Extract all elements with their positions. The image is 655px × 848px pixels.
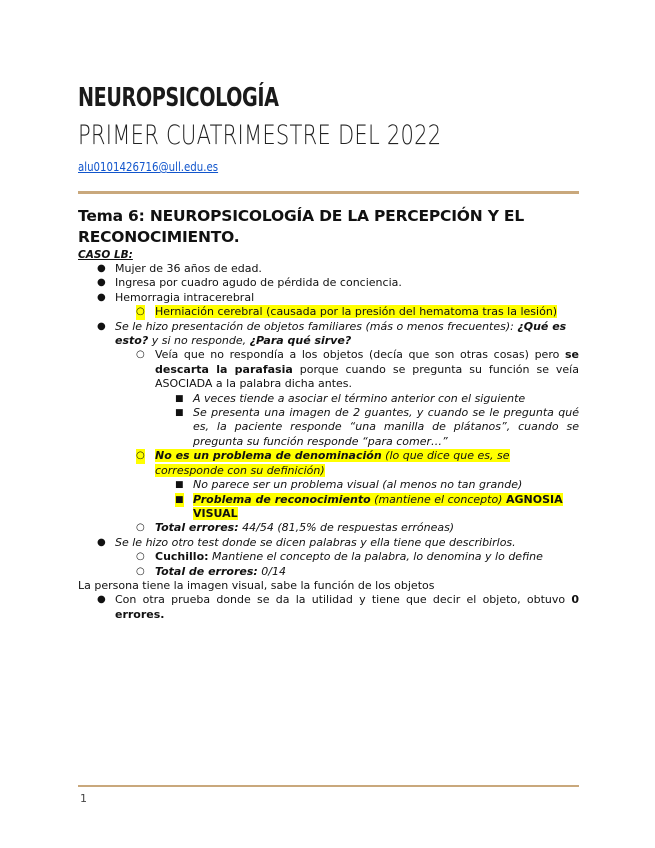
- case-label: CASO LB:: [78, 249, 133, 261]
- circle-bullet-icon: ○: [136, 565, 145, 577]
- list-item: ○ Veía que no respondía a los objetos (decía que son otras cosas) pero se descarta la parafasia porque cuando se pregunta su función se veía ASOCIADA a la palabra dicha antes.: [136, 348, 579, 391]
- circle-bullet-icon: ○: [136, 551, 145, 563]
- bullet-icon: ●: [97, 263, 106, 274]
- list-item: ○ Total de errores: 0/14: [136, 564, 286, 578]
- header-divider: [78, 191, 579, 194]
- email-link[interactable]: alu0101426716@ull.edu.es: [78, 160, 219, 174]
- circle-bullet-icon: ○: [136, 305, 145, 319]
- list-item: ■ Se presenta una imagen de 2 guantes, y cuando se le pregunta qué es, la paciente responde “una manilla de plátanos”, cuando se pregunta su función responde “para comer…”: [175, 406, 579, 448]
- list-item: ● Con otra prueba donde se da la utilidad y tiene que decir el objeto, obtuvo 0 errores.: [97, 593, 579, 621]
- list-item: ○ Total errores: 44/54 (81,5% de respuestas erróneas): [136, 521, 455, 535]
- list-item: ○ Cuchillo: Mantiene el concepto de la palabra, lo denomina y lo define: [136, 550, 543, 564]
- square-bullet-icon: ■: [175, 408, 184, 419]
- document-header: [78, 82, 583, 175]
- square-bullet-icon: ■: [175, 393, 184, 404]
- square-bullet-icon: ■: [175, 493, 184, 507]
- list-item: ■ No parece ser un problema visual (al menos no tan grande): [175, 478, 523, 492]
- square-bullet-icon: ■: [175, 480, 184, 491]
- bullet-icon: ●: [97, 594, 106, 606]
- circle-bullet-icon: ○: [136, 522, 145, 534]
- list-item: ● Se le hizo presentación de objetos familiares (más o menos frecuentes): ¿Qué es esto? y si no responde, ¿Para qué sirve?: [97, 319, 567, 348]
- paragraph: La persona tiene la imagen visual, sabe la función de los objetos: [78, 578, 435, 592]
- list-item: ○ No es un problema de denominación (lo que dice que es, se corresponde con su definición): [136, 449, 510, 477]
- bullet-icon: ●: [97, 536, 106, 548]
- list-item: ■ Problema de reconocimiento (mantiene el concepto) AGNOSIA VISUAL: [175, 492, 563, 520]
- bullet-icon: ●: [97, 291, 106, 303]
- page-number: 1: [80, 792, 87, 805]
- list-item: ■ A veces tiende a asociar el término anterior con el siguiente: [175, 391, 526, 405]
- list-item: ● Se le hizo otro test donde se dicen palabras y ella tiene que describirlos.: [97, 535, 516, 549]
- list-item: ● Hemorragia intracerebral: [97, 290, 255, 304]
- highlighted-text: Herniación cerebral (causada por la presión del hematoma tras la lesión): [155, 305, 558, 319]
- list-item: [78, 305, 579, 319]
- bullet-icon: ●: [97, 277, 106, 289]
- footer-divider: [78, 785, 579, 787]
- list-item: ● Ingresa por cuadro agudo de pérdida de conciencia.: [97, 276, 402, 290]
- circle-bullet-icon: ○: [136, 449, 145, 463]
- document-subtitle: PRIMER CUATRIMESTRE DEL 2022: [78, 120, 442, 151]
- document-body: [78, 206, 579, 622]
- document-title: NEUROPSICOLOGÍA: [78, 83, 279, 113]
- circle-bullet-icon: ○: [136, 349, 145, 361]
- bullet-icon: ●: [97, 320, 106, 332]
- section-heading: Tema 6: NEUROPSICOLOGÍA DE LA PERCEPCIÓN Y EL RECONOCIMIENTO.: [78, 207, 524, 246]
- list-item: ● Mujer de 36 años de edad.: [97, 262, 262, 275]
